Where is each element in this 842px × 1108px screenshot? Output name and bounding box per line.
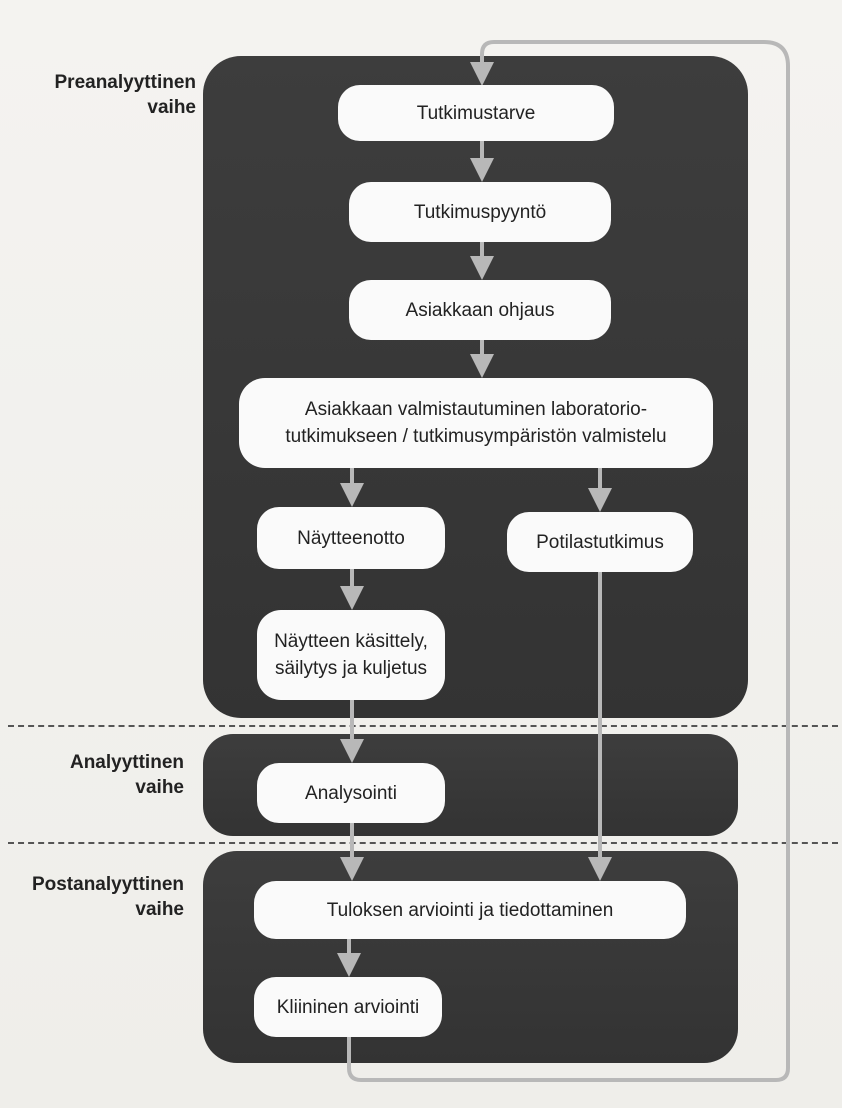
node-tutkimuspyynto: Tutkimuspyyntö — [349, 182, 611, 242]
node-kliininen-arviointi: Kliininen arviointi — [254, 977, 442, 1037]
postanalytical-phase-label: Postanalyyttinen vaihe — [31, 874, 184, 920]
node-naytteenotto: Näytteenotto — [257, 507, 445, 569]
analytical-phase-label: Analyyttinen vaihe — [69, 752, 184, 798]
node-asiakkaan-valmistautuminen: Asiakkaan valmistautuminen laboratorio- tutkimukseen / tutkimusympäristön valmistelu — [239, 378, 713, 468]
node-asiakkaan-ohjaus: Asiakkaan ohjaus — [349, 280, 611, 340]
preanalytical-phase-label: Preanalyyttinen vaihe — [54, 72, 196, 118]
node-tutkimustarve: Tutkimustarve — [338, 85, 614, 141]
node-analysointi: Analysointi — [257, 763, 445, 823]
node-potilastutkimus: Potilastutkimus — [507, 512, 693, 572]
node-tuloksen-arviointi: Tuloksen arviointi ja tiedottaminen — [254, 881, 686, 939]
node-naytteen-kasittely: Näytteen käsittely, säilytys ja kuljetus — [257, 610, 445, 700]
